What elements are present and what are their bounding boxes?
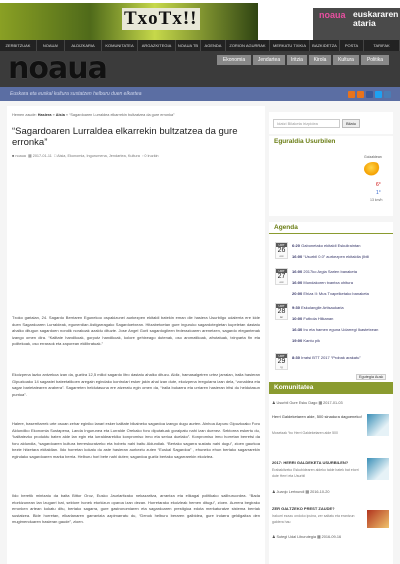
topnav-item[interactable]: AGENDA [201, 40, 226, 51]
banner-ad-text: TxoTx!! [124, 8, 198, 29]
agenda-event[interactable]: 20:00 Ehiza II: Mus Txapelketako banaketa [292, 291, 369, 296]
comment-icon: ▫ [141, 154, 144, 158]
breadcrumb-current: “Sagardoaren Lurraldea elkarrekin bultzatzea da gure erronka” [69, 113, 175, 117]
topnav-item[interactable]: NOAUA TB [176, 40, 201, 51]
agenda-date: URT 28 lar [275, 303, 288, 320]
calendar-icon: ▦ [318, 401, 323, 405]
search-button[interactable]: Bilatu [342, 119, 360, 128]
weather-widget [269, 136, 393, 216]
breadcrumb-home[interactable]: Hasiera [37, 113, 52, 117]
share-icon[interactable] [384, 91, 391, 98]
site-tagline: Euskara eta euskal kultura sustatzen helburu duen elkartea [10, 91, 142, 97]
article-date: 2017-01-11 [32, 154, 52, 158]
banner-ad-euskararen-ataria[interactable] [313, 8, 400, 40]
banner-line: euskararen ataria [353, 9, 399, 28]
komunitatea-item-title[interactable]: ZER GALTZEKO PREST ZAUDE? [272, 506, 335, 511]
agenda-date: URT 27 ost [275, 268, 288, 285]
breadcrumb-sep: » [52, 113, 55, 117]
weather-temp-lo: 1° [376, 190, 381, 196]
topnav-item[interactable]: ARGAZKITEGIA [138, 40, 176, 51]
weather-title: Eguraldia Usurbilen [269, 136, 393, 148]
komunitatea-title: Komunitatea [269, 382, 393, 394]
weather-label: Goizaldean [364, 155, 382, 159]
sun-cloud-icon [364, 162, 382, 176]
topnav-item[interactable]: ZERBITZUAK [0, 40, 37, 51]
article-paragraph: Halere, baserritarrek urte osoan zehar eginiko lanari esker kalitate bikaineko sagardoa izango dugu aurten. Ainhoa Azpuru Gipuzkoako Foru Aldundiko Ekonomia Sustapena, Landa Ingurunea eta Lurralde Orekako foru diputatuak goraipatu nahi izan duenez. Sektorea eskertu du, “kalitatezko produktu baten alde lan egin eta lurraldearekiko konpromiso irmo eta serioa duelako”. Konpromiso irmo horretan berretsi da foru aldundia, “sagardoaren kultura berreskuratzeko eta hobetu nahi baitu Aldundiak. “Bertako sagarra sustatu nahi dugu”, zioen gaurkoa bezte hitzetara ekitaldian. Ildo horretan kokatu du aste hasieran aurkeztu zuten “Euskal Sagardoa” , ehuneko ehun bertako sagarrarekin egindako sagardoaren marka berria. Helburu hori bete nahi duten; sagardoa guztiz bertako sagarrarekin ekoiztea. [12, 421, 260, 459]
komunitatea-item-excerpt: Erabakitzeko Eskubidearen aldeko talde batek bat etorri dute Herri eta Usurbil [272, 468, 359, 478]
weather-wind: 13 km/h [370, 198, 383, 202]
rss-icon[interactable] [348, 91, 355, 98]
komunitatea-item-title[interactable]: Herri Galdeketaren alde, 500 sinadura dagoeneko! [272, 414, 362, 419]
topnav-item[interactable]: TARIFAK [364, 40, 400, 51]
article-paragraph: Txoko gariaian, 24. Sagardo Berriaren Egunekoo ospakizunei aurkezpen ekitaldi batekin eman die hasiera Usurbilgo udalerria ere kide duen Sagardoaren Lurraldeak, egunerdian Astigarragako Sagardoetxean. Hitzabetoetan gure inguruko sagardotegietan kupeletan dastatu ahalko ditugun sagardoen nondik norakoak azaldu dituzte. Jose Angel Gorii sagardogileen federazioaren arenetzen, sagardo elegantenak izango omen dira. “Kalitate handikoak, gorputz handikoak, kolore gehixeago dutenak, oso aromatikoak, afrutatuak, txinparta fin eta politekoak, oso erraraok eta zaporean ekilibratuak.” [12, 315, 260, 347]
twitter-icon[interactable] [375, 91, 382, 98]
article-title: “Sagardoaren Lurraldea elkarrekin bultzatzea da gure erronka” [12, 126, 238, 148]
agenda-event[interactable]: 10:00 Futbola Hiikanan [292, 316, 334, 321]
agenda-event[interactable]: 16:00 2017ko Argia Sarien banaketa [292, 269, 357, 274]
komunitatea-meta: ♟ Sutegi Udal Liburutegia ▦ 2016-09-16 [272, 535, 342, 539]
topnav-item[interactable]: KOMUNITATEA [102, 40, 138, 51]
breadcrumb-section[interactable]: Aisia [55, 113, 65, 117]
breadcrumb-sep: » [65, 113, 69, 117]
top-navigation [0, 40, 400, 51]
article-meta [12, 153, 159, 158]
folder-icon: □ [53, 154, 57, 158]
section-nav-kultura[interactable]: Kultura [333, 55, 359, 65]
breadcrumb-prefix: Hemen zaude: [12, 113, 37, 117]
komunitatea-meta: ♟ Juanjo Lertxundi ▦ 2016-10-20 [272, 490, 330, 494]
calendar-search-link[interactable]: Egutegia Ausk [356, 374, 386, 380]
breadcrumb [12, 113, 262, 117]
article-categories[interactable]: Aisia, Ekonomia, Ingurumena, Jendartea, Kultura [57, 154, 140, 158]
search-input[interactable]: Idatzi Bilaketa irizpidea [273, 119, 340, 128]
agenda-date: URT 26 ost [275, 242, 288, 259]
rss-comments-icon[interactable] [357, 91, 364, 98]
article-comments[interactable]: 0 iruzkin [144, 154, 159, 158]
topnav-item[interactable]: POSTA [340, 40, 364, 51]
weather-temp-hi: 6° [376, 182, 381, 188]
article-author[interactable]: noaua [15, 154, 26, 158]
user-icon: ♟ [272, 490, 276, 494]
raised-hands-icon[interactable] [367, 414, 389, 436]
article-paragraph: Ekoizpena lazko antzekoa izan da, guztira 12,5 milioi sagardo litro dastatu ahalko dituzu. Aldiz, hamasalgeiren urtez jarraian, iraila hasieran Gipuzkoako 14 sagastei bateetatikoen aregain egindako kontrolari esker jakin ahal izan dute, ekoizpena irregularra izan dela, “zonaldea eta sagar barietatearen arabera”. Sagarreten heldutasuna ere atzeratu egin omen da, “iraila bukaera eta urriaren hasieran iritsi du heldutasun puntua”. [12, 372, 260, 397]
community-thumbnail[interactable] [367, 510, 389, 528]
section-nav-ekonomia[interactable]: Ekonomia [217, 55, 251, 65]
agenda-event[interactable]: 6:20 Gabonetako ekitaldi Eskuliraintan [292, 243, 361, 248]
agenda-event[interactable]: 16:30 Iru eta hamen eguna Udarregi Ikastetxean [292, 327, 379, 332]
topnav-item[interactable]: BAZKIDETZA [310, 40, 340, 51]
user-icon: ♟ [272, 401, 276, 405]
agenda-event[interactable]: 16:00 “Usurbil 0.0” aurkezpen ekitaldia (Ibili [292, 254, 370, 259]
komunitatea-meta: ♟ Usurbil Gure Esku Dago ▦ 2017-01-03 [272, 401, 343, 405]
author-icon: ■ [12, 154, 15, 158]
komunitatea-item-excerpt: Mosetzak “bo Herri Galdeketaren alde 500 [272, 431, 338, 435]
calendar-icon: ▦ [28, 154, 32, 158]
agenda-event[interactable]: 16:00 Mundakoren txantxa ohitura [292, 280, 353, 285]
banner-brand: noaua [319, 10, 346, 20]
facebook-icon[interactable] [366, 91, 373, 98]
calendar-icon: ▦ [305, 490, 309, 494]
topnav-item[interactable]: ZORION AGURRAK [226, 40, 270, 51]
raised-hands-icon[interactable] [367, 458, 389, 480]
topnav-item[interactable]: NOAUA! [37, 40, 65, 51]
agenda-event[interactable]: 9:30 Eskulangile Artisaukaria [292, 305, 344, 310]
komunitatea-item-excerpt: Irakurri ezazu ondoko ipuina, zer saltatu eta erantzun galdera hau [272, 514, 355, 524]
section-nav-politika[interactable]: Politika [361, 55, 389, 65]
user-icon: ♟ [272, 535, 276, 539]
site-logo[interactable]: noaua [8, 51, 107, 86]
calendar-icon: ▦ [317, 535, 321, 539]
agenda-title: Agenda [269, 222, 393, 234]
agenda-date: URT 29 ig [275, 353, 288, 370]
komunitatea-item-title[interactable]: 2017: HERRI GALDEKETA USURBILEN? [272, 460, 349, 465]
agenda-event[interactable]: 8:30 Irratsi BTT 2017 “Probak arakatu” [292, 355, 361, 360]
topnav-item[interactable]: ALDIZKARIA [65, 40, 102, 51]
agenda-event[interactable]: 19:00 Kantu pik [292, 338, 321, 343]
article-paragraph: Ildo beretik mintzatu da baita Bittor Oroz, Eusko Jaurlaritzako nekazaritza, arrantza eta elikagai politikako sailburuordea. “Bada etorkizunean lan lzugarri bat, sektore honek etorkizun oparoa izan dezan. Horretarako ekoizleak hemen ditugu”, zioen. Aurrera begirako erronken artean kokatu ditu, bertako sagarra, gure gastronomiaren eta sagardoaren prestigioa edota merkaturatze sistema berriak sustatzea. Bide horretan, elkarlanaren garrantzia azpimarratu du, “Denok helburu beraren galbidea, gure indarra geldigaitza den mugimenduaren hasieran gaude”, zioen. [12, 493, 260, 525]
topnav-item[interactable]: MERKATU TXIKIA [270, 40, 310, 51]
section-nav-kirola[interactable]: Kirola [309, 55, 331, 65]
section-nav-jendartea[interactable]: Jendartea [253, 55, 285, 65]
section-nav-iritzia[interactable]: Iritzia [287, 55, 307, 65]
